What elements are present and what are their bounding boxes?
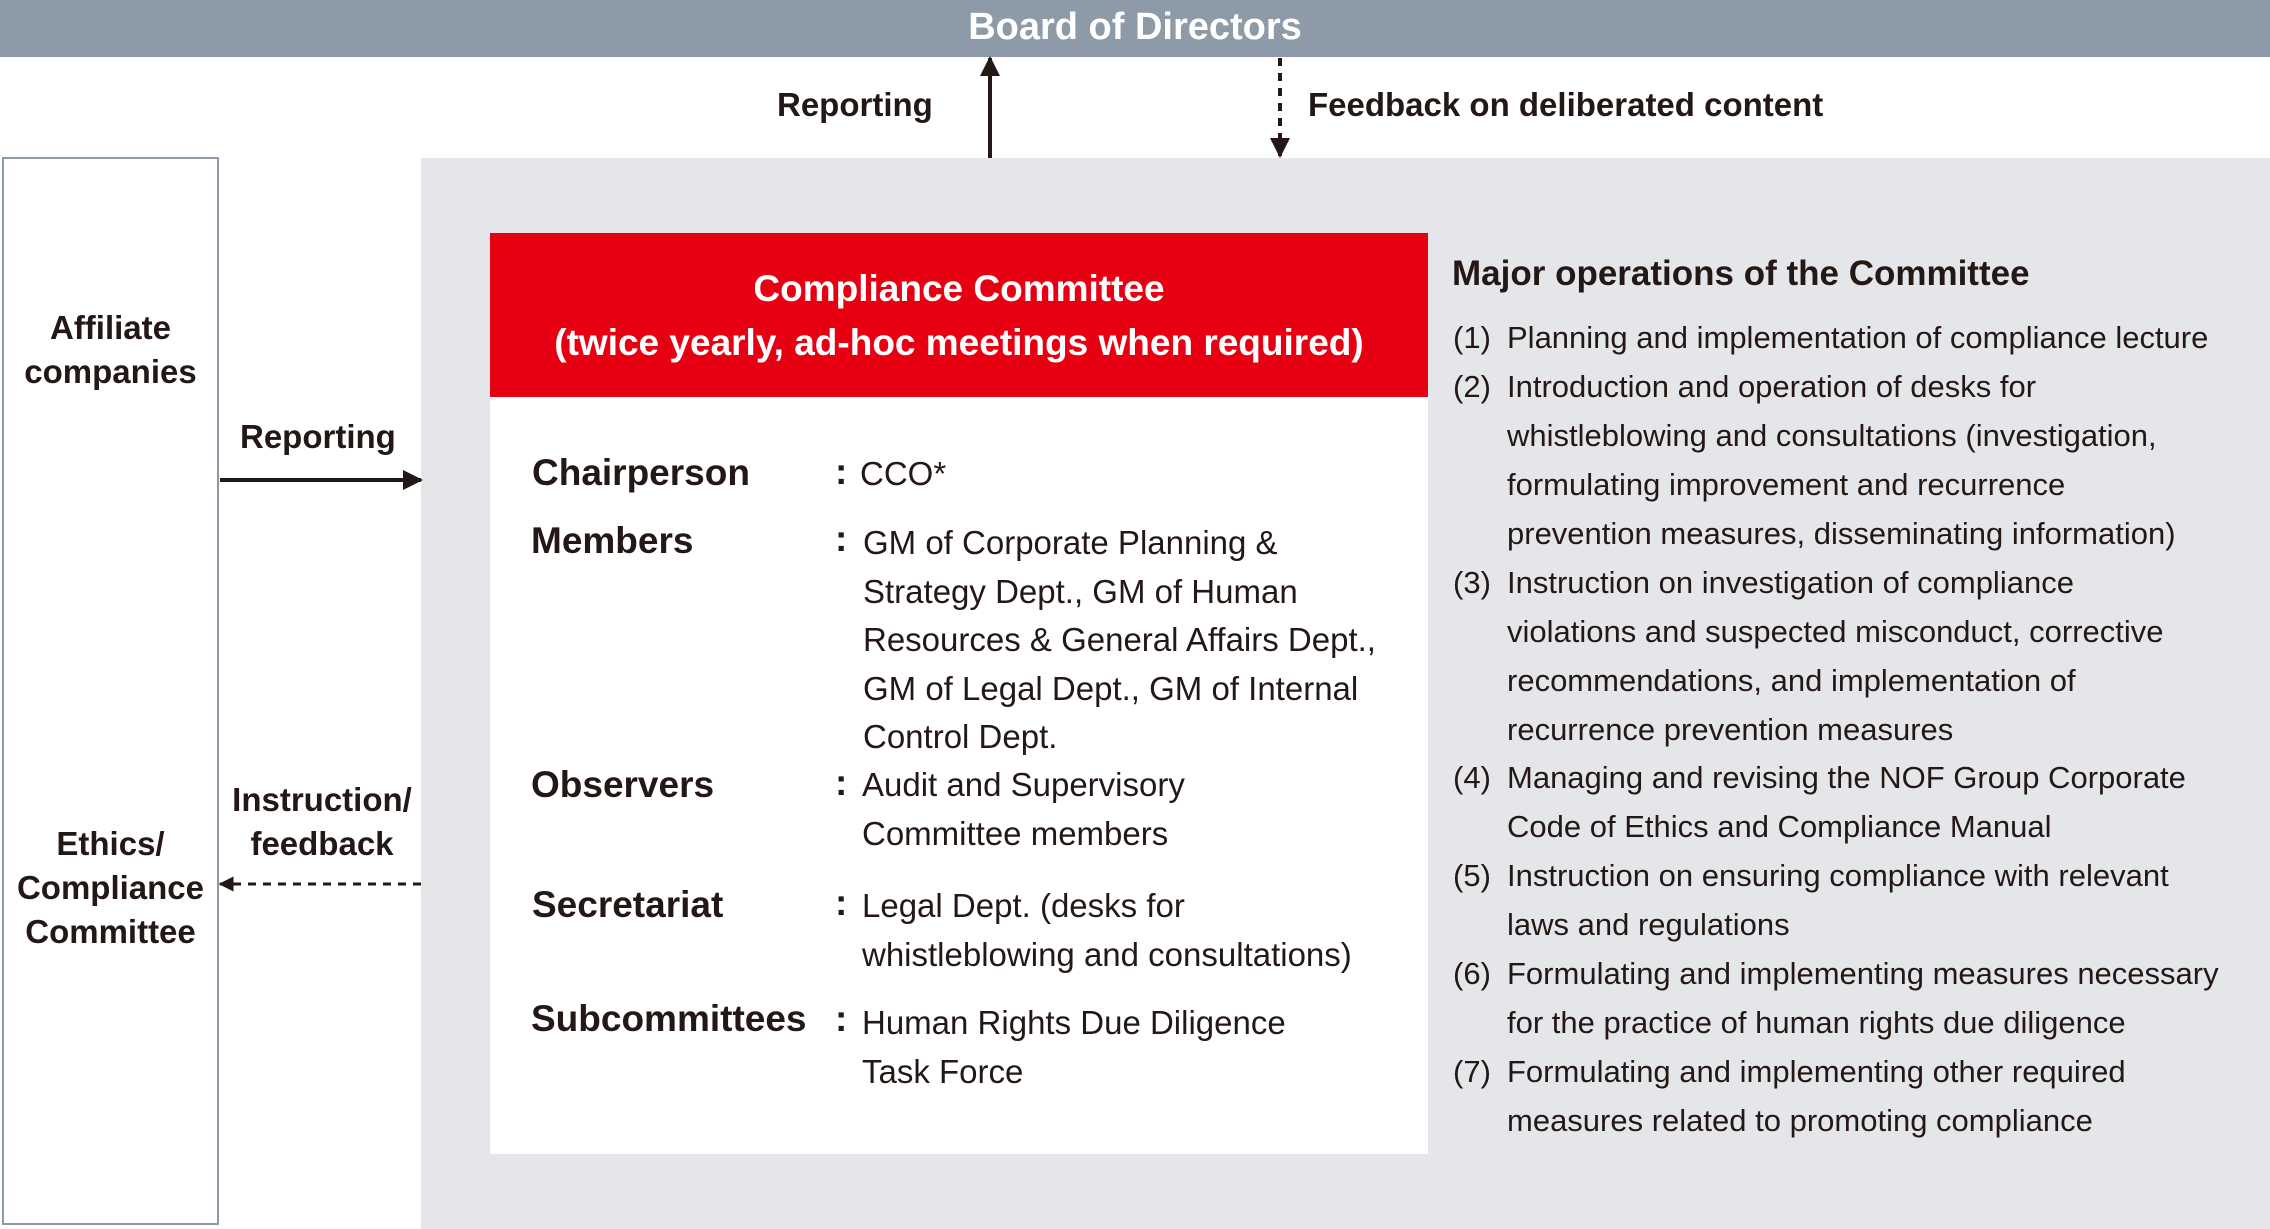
chairperson-value: CCO* — [860, 455, 947, 492]
committee-subtitle: (twice yearly, ad-hoc meetings when required) — [554, 322, 1364, 363]
subcommittees-value: Human Rights Due Diligence Task Force — [862, 1004, 1286, 1090]
chairperson-label: Chairperson — [532, 452, 750, 493]
secretariat-value: Legal Dept. (desks for whistleblowing and consultations) — [862, 887, 1352, 973]
observers-value: Audit and Supervisory Committee members — [862, 766, 1185, 852]
operations-title: Major operations of the Committee — [1452, 254, 2030, 293]
committee-title: Compliance Committee — [753, 268, 1165, 309]
reporting-right-label: Reporting — [240, 418, 396, 455]
members-value: GM of Corporate Planning & Strategy Dept., GM of Human Resources & General Affairs Dept., GM of Legal Dept., GM of Internal Control Dept. — [863, 524, 1376, 755]
feedback-down-label: Feedback on deliberated content — [1308, 86, 1824, 123]
board-of-directors-bar: Board of Directors — [0, 0, 2270, 57]
members-label: Members — [531, 520, 694, 561]
members-colon: : — [835, 518, 848, 559]
subcommittees-colon: : — [835, 998, 848, 1039]
secretariat-colon: : — [835, 882, 848, 923]
subcommittees-label: Subcommittees — [531, 998, 807, 1039]
observers-colon: : — [835, 762, 848, 803]
affiliate-companies-label: Affiliate companies — [24, 309, 197, 390]
reporting-up-label: Reporting — [777, 86, 933, 123]
observers-label: Observers — [531, 764, 715, 805]
instruction-feedback-label: Instruction/ feedback — [232, 781, 412, 862]
chairperson-colon: : — [835, 451, 848, 492]
secretariat-label: Secretariat — [532, 884, 724, 925]
ethics-compliance-committee-label: Ethics/ Compliance Committee — [16, 825, 205, 950]
committee-header — [490, 233, 1428, 397]
